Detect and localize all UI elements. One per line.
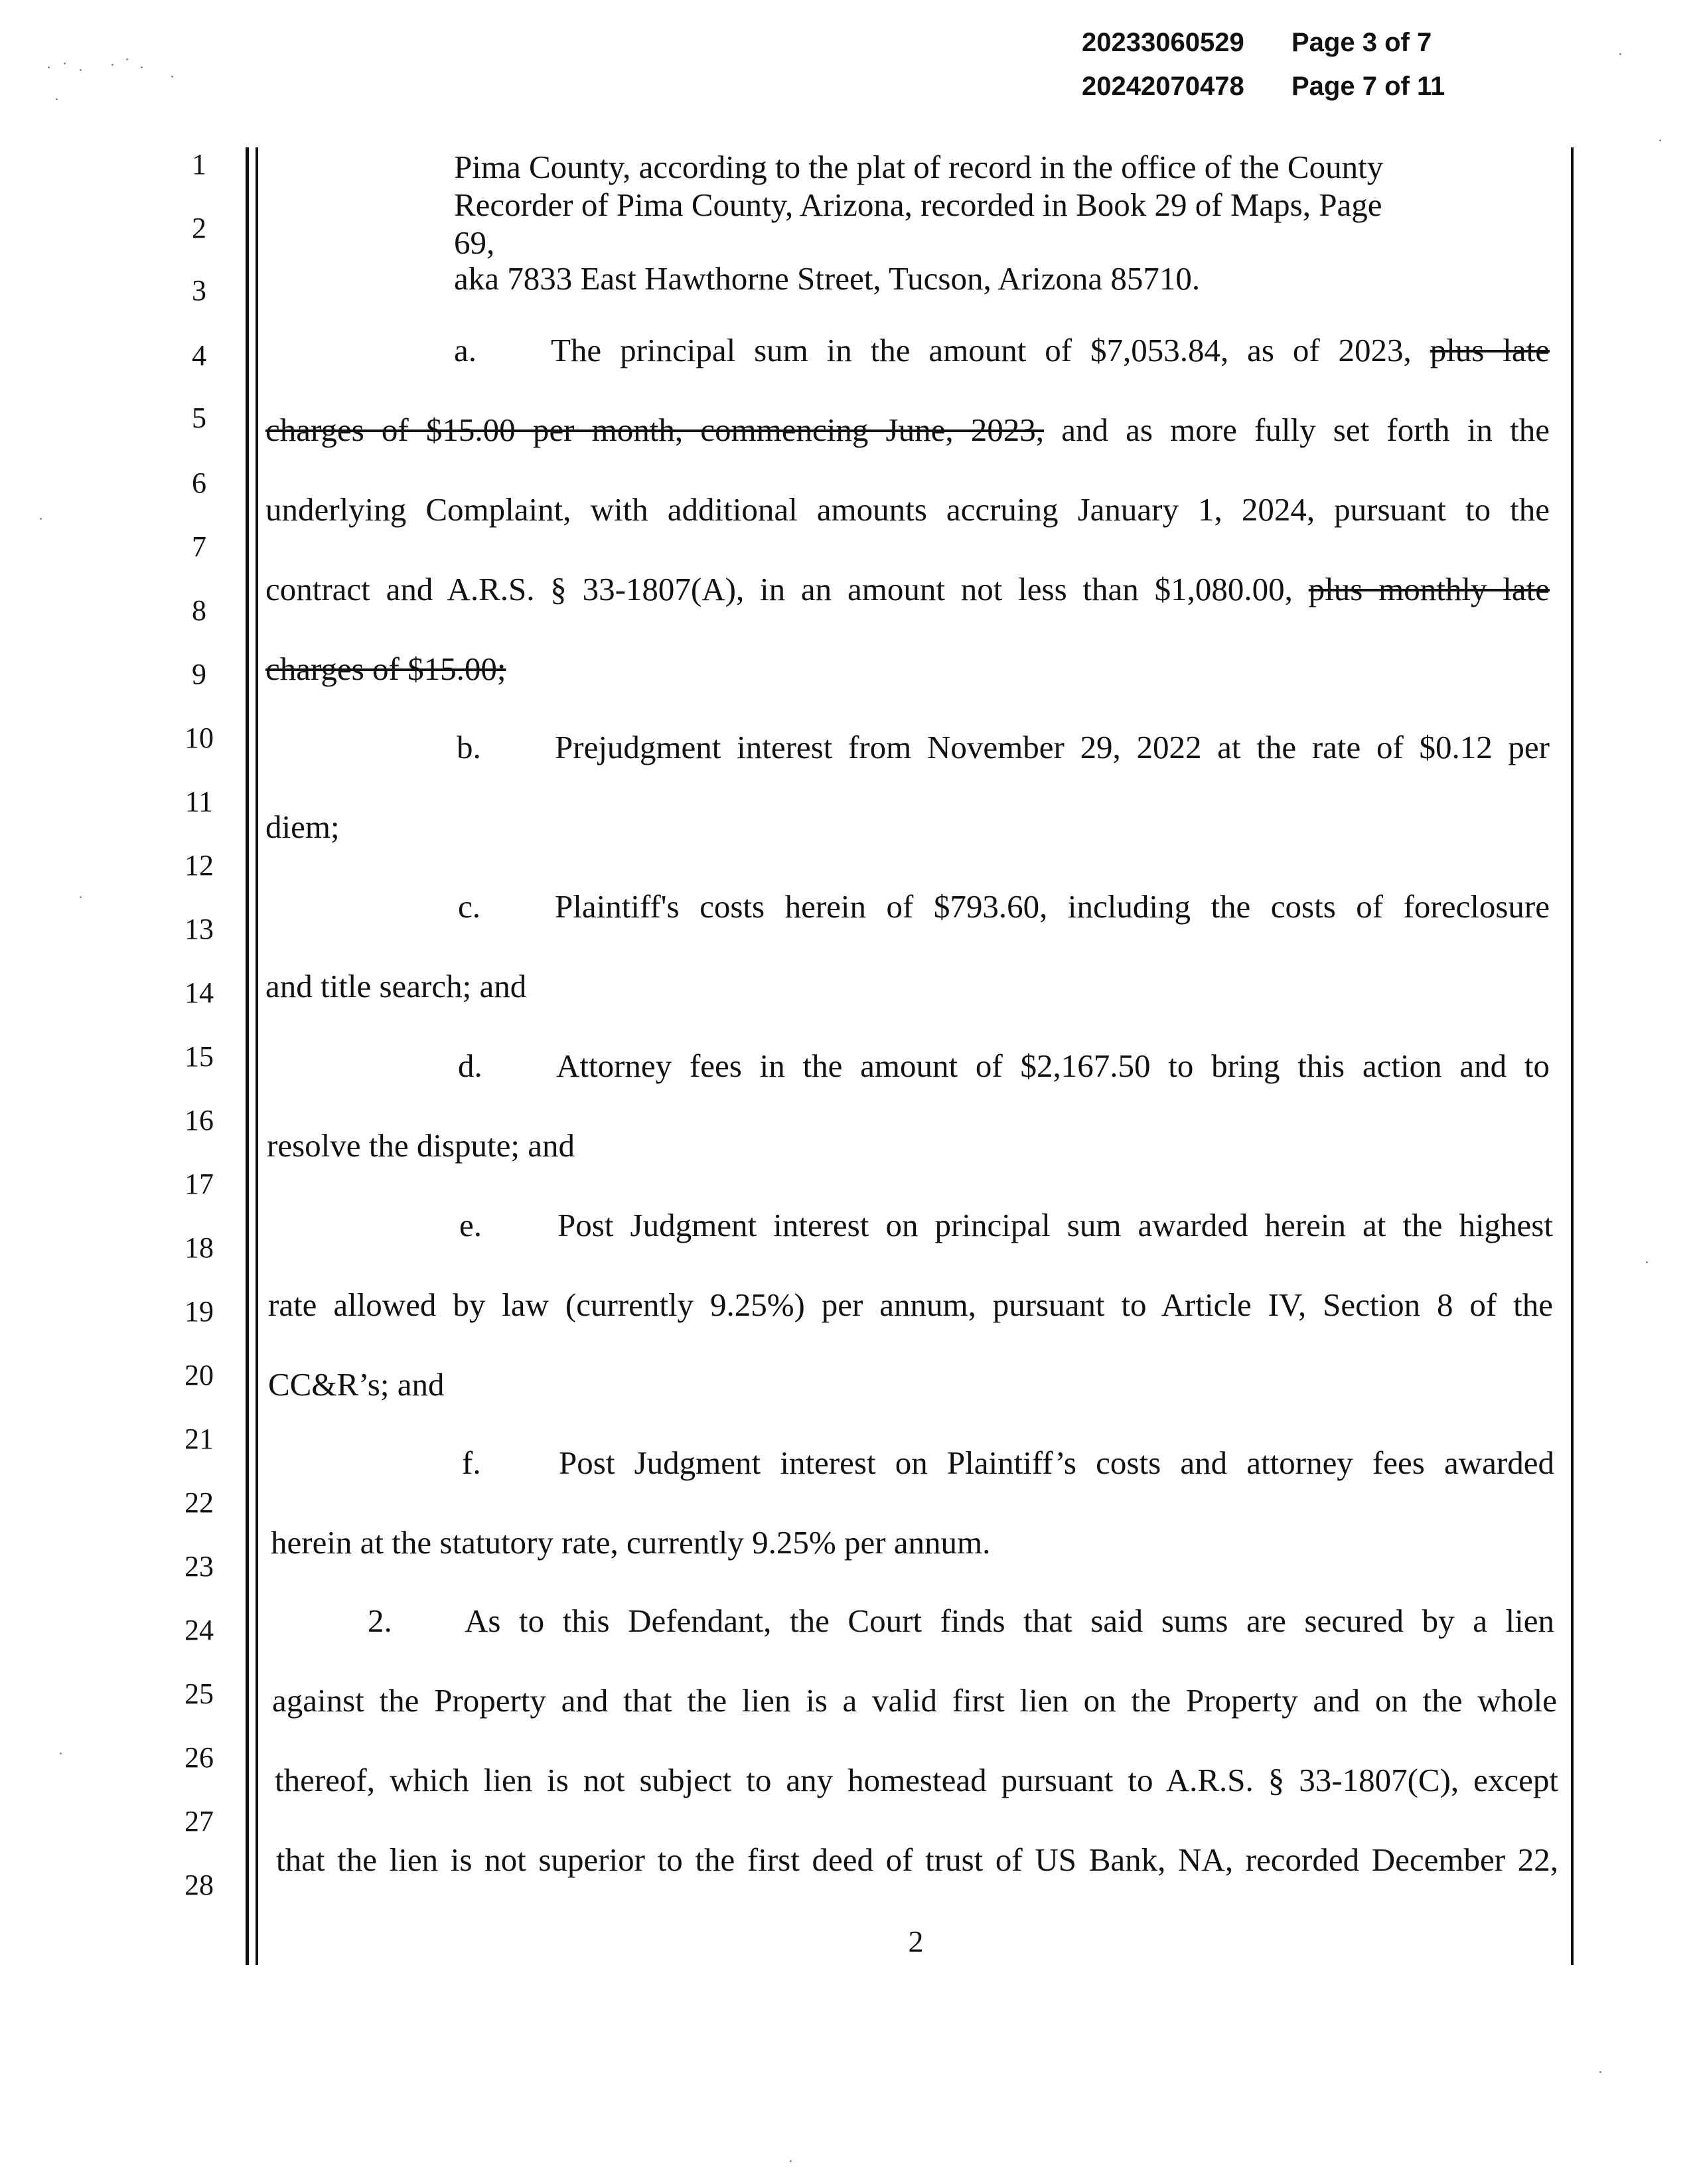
item-text-line: Attorney fees in the amount of $2,167.50 to bring this action and to xyxy=(556,1048,1550,1084)
item-text-line: Post Judgment interest on principal sum awarded herein at the highest xyxy=(557,1207,1553,1243)
property-description-line: Pima County, according to the plat of record in the office of the County xyxy=(454,149,1384,185)
right-margin-rule xyxy=(1571,147,1574,1965)
line-number: 24 xyxy=(184,1614,214,1646)
page-number: 2 xyxy=(908,1924,924,1958)
item-text-line: CC&R’s; and xyxy=(268,1366,445,1403)
item-text-line xyxy=(265,651,506,688)
property-description-line: aka 7833 East Hawthorne Street, Tucson, Arizona 85710. xyxy=(454,260,1201,297)
struck-text: charges of $15.00; xyxy=(265,651,506,687)
line-number: 4 xyxy=(192,339,206,372)
item-text-line: and title search; and xyxy=(265,968,527,1004)
line-number: 8 xyxy=(192,594,206,627)
item-text-line: Plaintiff's costs herein of $793.60, including the costs of foreclosure xyxy=(555,888,1550,925)
scan-speck xyxy=(111,64,113,66)
item-text-line: rate allowed by law (currently 9.25%) per annum, pursuant to Article IV, Section 8 of the xyxy=(268,1287,1553,1323)
scan-speck xyxy=(80,69,82,71)
line-number: 26 xyxy=(184,1741,214,1774)
item-text-line xyxy=(265,412,1550,449)
item-text-line: resolve the dispute; and xyxy=(267,1127,575,1164)
paragraph-text-line: thereof, which lien is not subject to any homestead pursuant to A.R.S. § 33-1807(C), except xyxy=(275,1762,1558,1798)
recording-page-label: Page 7 of 11 xyxy=(1291,72,1445,101)
scan-speck xyxy=(80,896,82,898)
scan-speck xyxy=(48,66,50,68)
left-margin-rule xyxy=(256,147,258,1965)
line-number: 2 xyxy=(192,212,206,244)
line-number: 13 xyxy=(184,913,214,945)
item-text: The principal sum in the amount of $7,053.84, as of 2023, xyxy=(551,332,1412,368)
left-margin-rule xyxy=(246,147,249,1965)
item-label: c. xyxy=(458,888,480,925)
line-number: 3 xyxy=(192,274,206,307)
item-label: e. xyxy=(459,1207,482,1243)
recording-doc-number: 20233060529 xyxy=(1082,28,1244,57)
scan-speck xyxy=(126,58,128,60)
item-text-line xyxy=(551,332,1550,369)
item-label: a. xyxy=(454,332,477,368)
item-label: f. xyxy=(462,1444,481,1481)
line-number: 23 xyxy=(184,1550,214,1583)
scan-speck xyxy=(1599,2071,1601,2073)
line-number: 5 xyxy=(192,402,206,434)
scan-speck xyxy=(40,518,42,520)
item-text-line: Prejudgment interest from November 29, 2022 at the rate of $0.12 per xyxy=(555,729,1550,765)
item-text-line xyxy=(265,571,1550,608)
item-text: contract and A.R.S. § 33-1807(A), in an amount not less than $1,080.00, xyxy=(265,571,1293,607)
line-number: 6 xyxy=(192,467,206,499)
struck-text: plus monthly late xyxy=(1308,571,1550,607)
paragraph-text-line: that the lien is not superior to the first deed of trust of US Bank, NA, recorded December 22, xyxy=(276,1841,1558,1878)
line-number: 9 xyxy=(192,658,206,690)
scan-speck xyxy=(1659,139,1661,141)
paragraph-text-line: against the Property and that the lien is a valid first lien on the Property and on the whole xyxy=(272,1682,1557,1719)
item-text-line: herein at the statutory rate, currently 9.25% per annum. xyxy=(271,1524,991,1561)
line-number: 12 xyxy=(184,849,214,882)
paragraph-label: 2. xyxy=(368,1602,392,1639)
line-number: 14 xyxy=(184,976,214,1009)
scan-speck xyxy=(60,1753,62,1755)
recording-page-label: Page 3 of 7 xyxy=(1291,28,1432,57)
property-description-line: 69, xyxy=(454,224,495,261)
line-number: 16 xyxy=(184,1104,214,1136)
line-number: 22 xyxy=(184,1486,214,1519)
item-label: b. xyxy=(457,729,481,765)
property-description-line: Recorder of Pima County, Arizona, recorded in Book 29 of Maps, Page xyxy=(454,187,1382,223)
line-number: 27 xyxy=(184,1805,214,1837)
line-number: 17 xyxy=(184,1168,214,1200)
scan-speck xyxy=(141,66,143,68)
scan-speck xyxy=(1619,53,1621,55)
recording-doc-number: 20242070478 xyxy=(1082,72,1244,101)
line-number: 7 xyxy=(192,530,206,563)
line-number: 1 xyxy=(192,148,206,181)
item-text: and as more fully set forth in the xyxy=(1061,412,1550,448)
line-number: 15 xyxy=(184,1040,214,1073)
scan-speck xyxy=(64,62,66,64)
item-text-line: underlying Complaint, with additional amounts accruing January 1, 2024, pursuant to the xyxy=(265,491,1550,528)
line-number: 18 xyxy=(184,1231,214,1264)
scan-speck xyxy=(56,98,58,100)
item-text-line: diem; xyxy=(265,809,340,845)
paragraph-text-line: As to this Defendant, the Court finds that said sums are secured by a lien xyxy=(465,1602,1554,1639)
line-number: 25 xyxy=(184,1677,214,1710)
item-text-line: Post Judgment interest on Plaintiff’s costs and attorney fees awarded xyxy=(559,1444,1554,1481)
line-number: 20 xyxy=(184,1359,214,1391)
scan-speck xyxy=(790,2160,792,2162)
struck-text: plus late xyxy=(1430,332,1550,368)
line-number: 10 xyxy=(184,722,214,754)
scan-speck xyxy=(1646,1261,1648,1263)
scan-speck xyxy=(171,76,173,78)
line-number: 11 xyxy=(184,785,214,818)
struck-text: charges of $15.00 per month, commencing June, 2023, xyxy=(265,412,1045,448)
line-number: 19 xyxy=(184,1295,214,1328)
item-label: d. xyxy=(458,1048,482,1084)
line-number: 21 xyxy=(184,1423,214,1455)
line-number: 28 xyxy=(184,1869,214,1901)
